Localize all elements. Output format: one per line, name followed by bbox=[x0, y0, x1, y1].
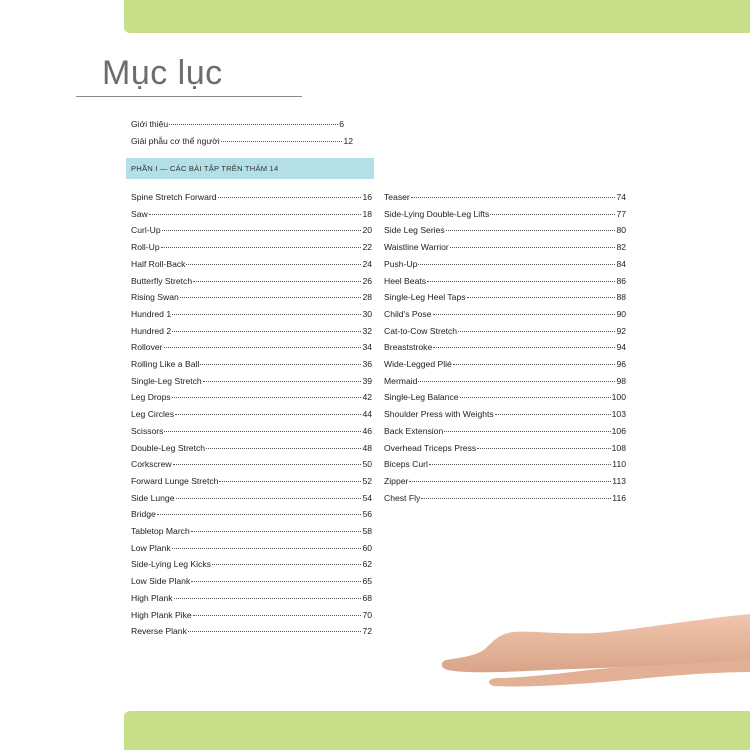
toc-entry-page: 34 bbox=[362, 342, 372, 353]
dot-leader bbox=[186, 264, 361, 265]
toc-entry-page: 77 bbox=[616, 208, 626, 219]
toc-entry-page: 16 bbox=[362, 192, 372, 202]
toc-entry-label: Rollover bbox=[131, 342, 163, 353]
toc-entry-label: Push-Up bbox=[384, 258, 418, 269]
dot-leader bbox=[191, 581, 361, 582]
toc-entry bbox=[384, 308, 626, 320]
toc-entry-label: Cat-to-Cow Stretch bbox=[384, 325, 458, 336]
toc-entry bbox=[131, 525, 372, 537]
toc-entry-page: 88 bbox=[616, 292, 626, 303]
dot-leader bbox=[174, 598, 362, 599]
toc-entry-label: Biceps Curl bbox=[384, 459, 428, 470]
toc-entry-label: Low Plank bbox=[131, 542, 171, 553]
toc-entry bbox=[131, 542, 372, 554]
toc-entry-label: High Plank Pike bbox=[131, 609, 192, 620]
dot-leader bbox=[172, 548, 362, 549]
dot-leader bbox=[433, 347, 615, 348]
toc-entry-label: Giải phẫu cơ thể người bbox=[131, 135, 220, 146]
toc-entry-page: 84 bbox=[616, 258, 626, 269]
toc-entry-page: 94 bbox=[616, 342, 626, 353]
dot-leader bbox=[418, 381, 615, 382]
toc-entry bbox=[131, 391, 372, 403]
toc-entry bbox=[131, 475, 372, 487]
title-underline bbox=[76, 96, 302, 97]
dot-leader bbox=[429, 464, 611, 465]
toc-entry bbox=[131, 558, 372, 570]
toc-entry-label: Half Roll-Back bbox=[131, 258, 186, 269]
toc-entry-label: Breaststroke bbox=[384, 342, 433, 353]
toc-entry bbox=[384, 442, 626, 454]
toc-entry-label: Rolling Like a Ball bbox=[131, 359, 200, 369]
toc-entry-page: 60 bbox=[362, 542, 372, 553]
dot-leader bbox=[161, 247, 362, 248]
toc-entry bbox=[131, 508, 372, 520]
top-accent-band bbox=[124, 0, 750, 33]
dot-leader bbox=[477, 448, 610, 449]
toc-entry-label: Shoulder Press with Weights bbox=[384, 409, 494, 420]
dot-leader bbox=[193, 281, 361, 282]
toc-entry-label: Forward Lunge Stretch bbox=[131, 475, 219, 486]
toc-entry-label: Bridge bbox=[131, 509, 156, 520]
toc-entry bbox=[131, 341, 372, 353]
dot-leader bbox=[164, 347, 362, 348]
toc-entry-label: Tabletop March bbox=[131, 526, 190, 536]
toc-entry-label: Heel Beats bbox=[384, 275, 427, 286]
dot-leader bbox=[206, 448, 361, 449]
toc-entry-page: 62 bbox=[362, 559, 372, 570]
dot-leader bbox=[157, 514, 362, 515]
toc-entry-label: Teaser bbox=[384, 192, 410, 202]
dot-leader bbox=[458, 331, 615, 332]
toc-entry bbox=[131, 575, 372, 587]
toc-entry-label: Child's Pose bbox=[384, 308, 432, 319]
toc-entry-page: 70 bbox=[362, 609, 372, 620]
toc-entry bbox=[131, 308, 372, 320]
toc-entry-label: High Plank bbox=[131, 592, 173, 603]
dot-leader bbox=[453, 364, 616, 365]
dot-leader bbox=[176, 498, 362, 499]
toc-entry bbox=[131, 625, 372, 637]
dot-leader bbox=[427, 281, 615, 282]
toc-entry-label: Leg Drops bbox=[131, 392, 171, 403]
toc-entry-page: 24 bbox=[362, 258, 372, 269]
toc-entry-page: 90 bbox=[616, 308, 626, 319]
toc-entry bbox=[384, 458, 626, 470]
toc-entry-label: Leg Circles bbox=[131, 409, 174, 420]
toc-entry bbox=[131, 375, 372, 387]
page-title: Mục lục bbox=[102, 54, 223, 92]
toc-entry bbox=[384, 408, 626, 420]
toc-entry-label: Mermaid bbox=[384, 375, 418, 386]
dot-leader bbox=[409, 481, 611, 482]
toc-entry-page: 12 bbox=[343, 135, 353, 146]
toc-entry-label: Double-Leg Stretch bbox=[131, 442, 206, 453]
dot-leader bbox=[164, 431, 361, 432]
dot-leader bbox=[446, 230, 616, 231]
dot-leader bbox=[460, 397, 611, 398]
feet-photo bbox=[438, 612, 750, 692]
toc-entry bbox=[384, 341, 626, 353]
toc-entry-label: Spine Stretch Forward bbox=[131, 192, 217, 202]
toc-entry bbox=[131, 258, 372, 270]
toc-entry bbox=[384, 258, 626, 270]
dot-leader bbox=[173, 464, 362, 465]
toc-entry-page: 30 bbox=[362, 308, 372, 319]
toc-entry bbox=[131, 275, 372, 287]
toc-entry bbox=[384, 391, 626, 403]
dot-leader bbox=[172, 314, 361, 315]
toc-entry bbox=[384, 208, 626, 220]
toc-entry-page: 46 bbox=[362, 425, 372, 436]
toc-entry-label: Side Lunge bbox=[131, 492, 175, 503]
toc-entry-page: 100 bbox=[611, 392, 626, 403]
toc-entry-label: Butterfly Stretch bbox=[131, 275, 193, 286]
toc-entry-label: Corkscrew bbox=[131, 459, 172, 470]
dot-leader bbox=[418, 264, 615, 265]
toc-entry-page: 18 bbox=[362, 208, 372, 219]
toc-entry bbox=[384, 241, 626, 253]
toc-entry-page: 52 bbox=[362, 475, 372, 486]
toc-entry-page: 86 bbox=[616, 275, 626, 286]
toc-entry bbox=[131, 609, 372, 621]
dot-leader bbox=[444, 431, 610, 432]
toc-entry bbox=[131, 592, 372, 604]
toc-entry bbox=[131, 291, 372, 303]
toc-entry-page: 22 bbox=[362, 242, 372, 253]
toc-entry-label: Curl-Up bbox=[131, 225, 161, 236]
dot-leader bbox=[149, 214, 362, 215]
toc-entry-page: 28 bbox=[362, 292, 372, 303]
toc-entry-label: Hundred 2 bbox=[131, 325, 172, 336]
toc-entry-label: Low Side Plank bbox=[131, 576, 191, 587]
toc-entry-page: 44 bbox=[362, 409, 372, 420]
dot-leader bbox=[169, 124, 338, 125]
toc-entry-page: 56 bbox=[362, 509, 372, 520]
toc-entry-page: 26 bbox=[362, 275, 372, 286]
toc-entry bbox=[131, 241, 372, 253]
dot-leader bbox=[218, 197, 362, 198]
dot-leader bbox=[411, 197, 616, 198]
toc-entry-label: Side Leg Series bbox=[384, 225, 445, 236]
toc-entry-page: 96 bbox=[616, 359, 626, 369]
dot-leader bbox=[172, 397, 362, 398]
toc-entry bbox=[131, 224, 372, 236]
dot-leader bbox=[162, 230, 362, 231]
toc-entry-label: Saw bbox=[131, 208, 148, 219]
toc-entry bbox=[131, 458, 372, 470]
toc-entry-page: 98 bbox=[616, 375, 626, 386]
dot-leader bbox=[495, 414, 611, 415]
toc-entry-label: Roll-Up bbox=[131, 242, 160, 253]
bottom-accent-band bbox=[124, 711, 750, 750]
toc-entry-label: Chest Fly bbox=[384, 492, 421, 503]
toc-entry-label: Single-Leg Balance bbox=[384, 392, 459, 403]
toc-entry-label: Giới thiệu bbox=[131, 119, 169, 129]
dot-leader bbox=[175, 414, 361, 415]
toc-entry-label: Scissors bbox=[131, 425, 164, 436]
toc-entry bbox=[384, 475, 626, 487]
dot-leader bbox=[467, 297, 616, 298]
toc-entry-page: 108 bbox=[611, 442, 626, 453]
toc-entry bbox=[131, 208, 372, 220]
toc-entry-label: Side-Lying Leg Kicks bbox=[131, 559, 211, 570]
toc-entry bbox=[384, 224, 626, 236]
toc-entry-page: 82 bbox=[616, 242, 626, 253]
toc-entry-page: 92 bbox=[616, 325, 626, 336]
dot-leader bbox=[212, 564, 362, 565]
toc-entry bbox=[131, 325, 372, 337]
dot-leader bbox=[203, 381, 362, 382]
toc-entry-label: Back Extension bbox=[384, 425, 444, 436]
toc-entry-page: 65 bbox=[362, 576, 372, 587]
dot-leader bbox=[450, 247, 616, 248]
dot-leader bbox=[188, 631, 362, 632]
toc-entry bbox=[131, 135, 353, 147]
toc-entry-page: 39 bbox=[362, 375, 372, 386]
part-heading: PHẦN I — CÁC BÀI TẬP TRÊN THẢM 14 bbox=[126, 158, 374, 179]
toc-entry-page: 103 bbox=[611, 409, 626, 420]
toc-entry bbox=[131, 118, 344, 130]
toc-entry-page: 116 bbox=[612, 492, 626, 503]
toc-entry-page: 58 bbox=[362, 526, 372, 536]
toc-entry bbox=[384, 191, 626, 203]
toc-entry bbox=[384, 425, 626, 437]
dot-leader bbox=[219, 481, 361, 482]
toc-entry-label: Single-Leg Stretch bbox=[131, 375, 202, 386]
toc-entry-label: Single-Leg Heel Taps bbox=[384, 292, 466, 303]
dot-leader bbox=[433, 314, 616, 315]
toc-entry-page: 54 bbox=[362, 492, 372, 503]
toc-entry bbox=[384, 492, 626, 504]
toc-entry-label: Overhead Triceps Press bbox=[384, 442, 477, 453]
toc-entry-page: 68 bbox=[362, 592, 372, 603]
dot-leader bbox=[200, 364, 361, 365]
toc-entry-page: 6 bbox=[339, 119, 344, 129]
dot-leader bbox=[193, 615, 362, 616]
dot-leader bbox=[172, 331, 361, 332]
toc-entry-label: Wide-Legged Plié bbox=[384, 359, 452, 369]
toc-entry-page: 48 bbox=[362, 442, 372, 453]
toc-entry-label: Reverse Plank bbox=[131, 626, 187, 637]
toc-entry bbox=[131, 442, 372, 454]
toc-entry-page: 113 bbox=[612, 475, 626, 486]
dot-leader bbox=[421, 498, 611, 499]
toc-entry-label: Hundred 1 bbox=[131, 308, 172, 319]
toc-entry-page: 20 bbox=[362, 225, 372, 236]
toc-entry bbox=[131, 358, 372, 370]
dot-leader bbox=[490, 214, 615, 215]
toc-entry bbox=[384, 291, 626, 303]
dot-leader bbox=[191, 531, 362, 532]
toc-entry-page: 74 bbox=[616, 192, 626, 202]
toc-entry-label: Waistline Warrior bbox=[384, 242, 449, 253]
toc-entry bbox=[131, 408, 372, 420]
toc-entry-page: 50 bbox=[362, 459, 372, 470]
toc-entry bbox=[131, 191, 372, 203]
toc-entry-page: 110 bbox=[612, 459, 626, 470]
toc-entry-label: Rising Swan bbox=[131, 292, 179, 303]
toc-entry bbox=[384, 325, 626, 337]
toc-entry bbox=[384, 375, 626, 387]
toc-entry-label: Zipper bbox=[384, 475, 409, 486]
toc-entry-page: 72 bbox=[362, 626, 372, 637]
dot-leader bbox=[180, 297, 362, 298]
toc-entry bbox=[384, 358, 626, 370]
toc-entry-label: Side-Lying Double-Leg Lifts bbox=[384, 208, 490, 219]
toc-entry-page: 36 bbox=[362, 359, 372, 369]
toc-entry-page: 32 bbox=[362, 325, 372, 336]
toc-entry-page: 42 bbox=[362, 392, 372, 403]
dot-leader bbox=[221, 141, 343, 142]
toc-entry bbox=[384, 275, 626, 287]
toc-entry bbox=[131, 492, 372, 504]
toc-entry-page: 80 bbox=[616, 225, 626, 236]
toc-entry bbox=[131, 425, 372, 437]
toc-entry-page: 106 bbox=[611, 425, 626, 436]
